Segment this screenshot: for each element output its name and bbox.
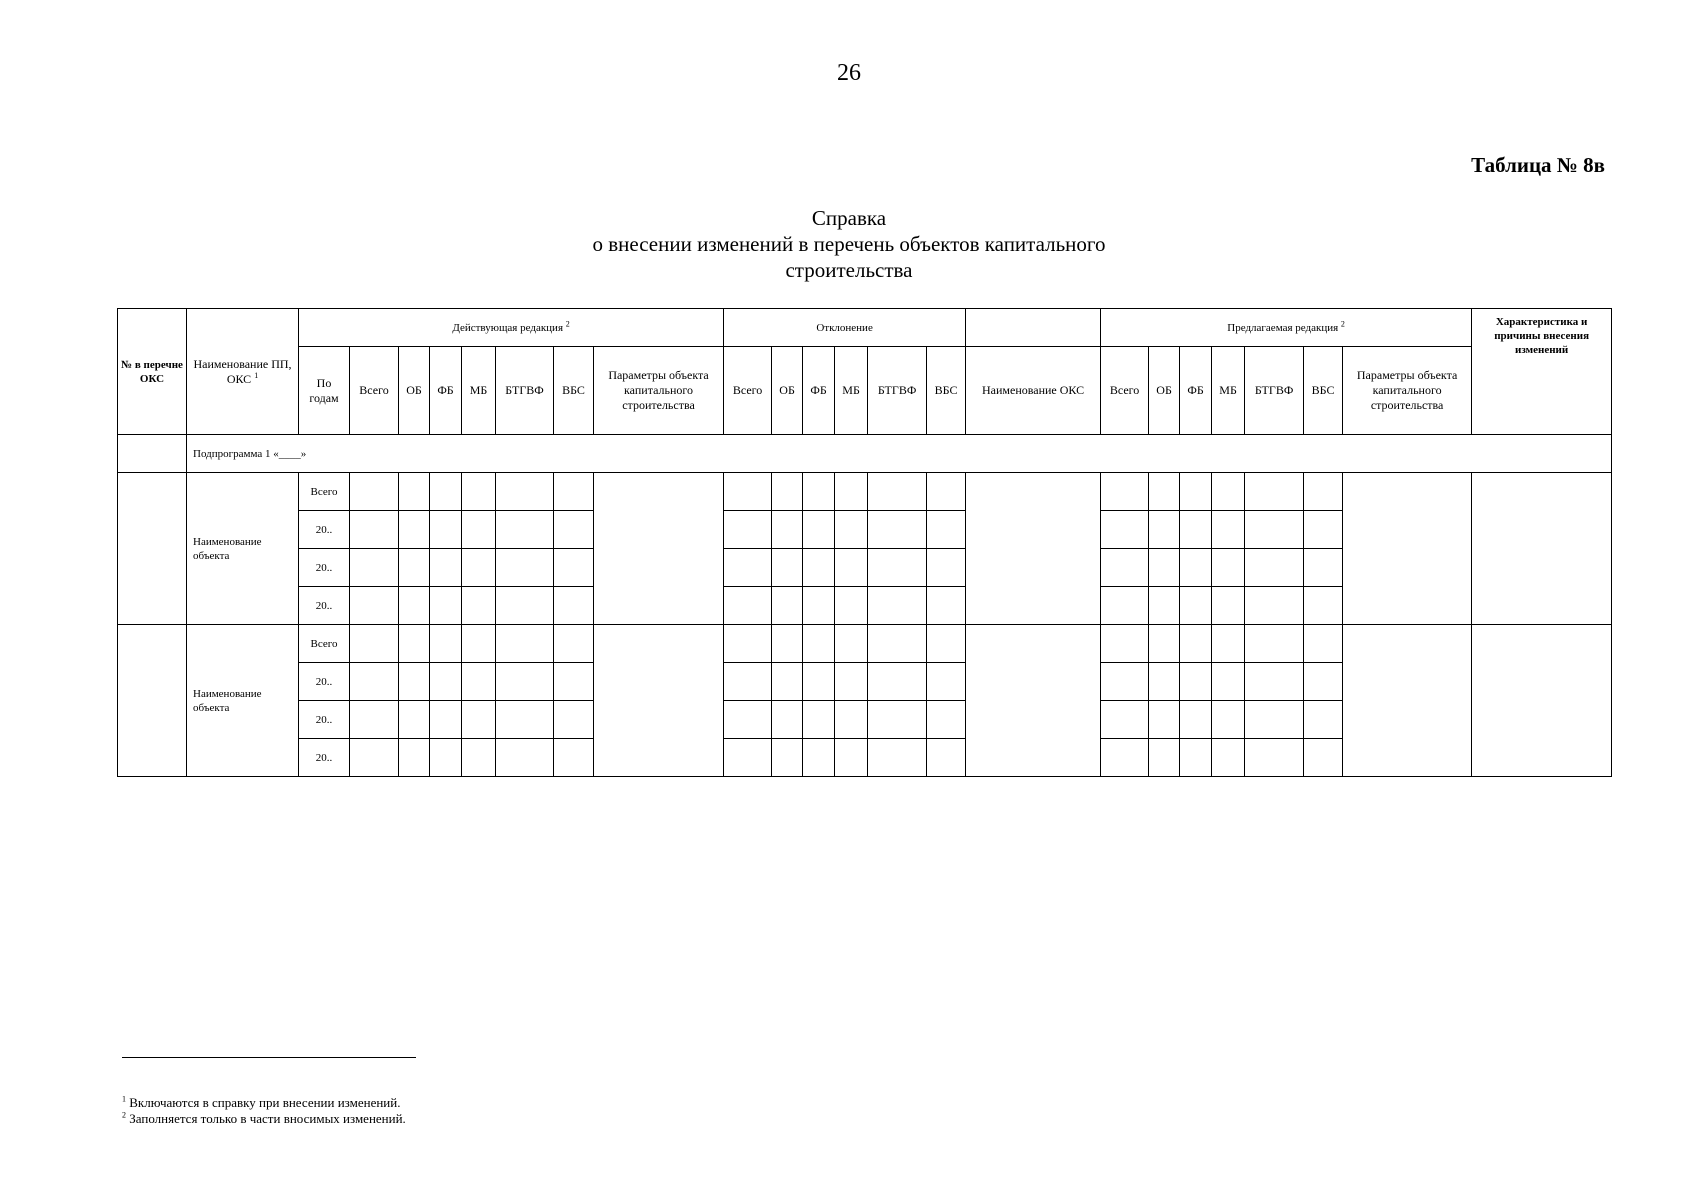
current-params-cell <box>594 625 724 777</box>
current-value-cell <box>496 473 554 511</box>
deviation-value-cell <box>803 549 835 587</box>
current-value-cell <box>350 587 399 625</box>
current-value-cell <box>350 625 399 663</box>
proposed-params-cell <box>1343 473 1472 625</box>
current-value-cell <box>496 549 554 587</box>
proposed-value-cell <box>1212 549 1245 587</box>
deviation-value-cell <box>803 473 835 511</box>
current-value-cell <box>350 473 399 511</box>
header-name-text: Наименование ПП, ОКС <box>193 356 292 386</box>
proposed-value-cell <box>1101 511 1149 549</box>
proposed-value-cell <box>1245 511 1304 549</box>
footnote-2 <box>122 1111 406 1127</box>
period-label: Всего <box>299 625 350 663</box>
proposed-name-cell <box>966 625 1101 777</box>
proposed-value-cell <box>1180 587 1212 625</box>
title-line-3: строительства <box>785 258 913 282</box>
group-deviation: Отклонение <box>724 309 966 347</box>
header-proposed-mb: МБ <box>1212 347 1245 435</box>
deviation-value-cell <box>927 625 966 663</box>
current-value-cell <box>462 473 496 511</box>
period-label: 20.. <box>299 549 350 587</box>
current-value-cell <box>430 625 462 663</box>
deviation-value-cell <box>724 625 772 663</box>
changes-table <box>117 308 1612 777</box>
proposed-value-cell <box>1101 663 1149 701</box>
group-proposed-text: Предлагаемая редакция <box>1227 321 1339 334</box>
deviation-value-cell <box>927 549 966 587</box>
deviation-value-cell <box>927 473 966 511</box>
proposed-value-cell <box>1212 511 1245 549</box>
current-value-cell <box>554 701 594 739</box>
deviation-value-cell <box>724 663 772 701</box>
deviation-value-cell <box>724 473 772 511</box>
proposed-value-cell <box>1304 587 1343 625</box>
deviation-value-cell <box>868 663 927 701</box>
table-row <box>118 625 1612 663</box>
current-value-cell <box>462 739 496 777</box>
proposed-value-cell <box>1149 701 1180 739</box>
deviation-value-cell <box>868 473 927 511</box>
group-proposed-edition <box>1101 309 1472 347</box>
header-proposed-total: Всего <box>1101 347 1149 435</box>
header-number: № в перечне ОКС <box>118 309 187 435</box>
deviation-value-cell <box>772 701 803 739</box>
proposed-value-cell <box>1245 701 1304 739</box>
current-value-cell <box>462 549 496 587</box>
proposed-value-cell <box>1304 549 1343 587</box>
current-value-cell <box>399 587 430 625</box>
header-deviation-mb: МБ <box>835 347 868 435</box>
deviation-value-cell <box>772 473 803 511</box>
deviation-value-cell <box>835 663 868 701</box>
current-value-cell <box>496 587 554 625</box>
proposed-value-cell <box>1212 701 1245 739</box>
proposed-value-cell <box>1245 663 1304 701</box>
current-value-cell <box>496 663 554 701</box>
deviation-value-cell <box>835 511 868 549</box>
proposed-value-cell <box>1149 587 1180 625</box>
characteristics-cell <box>1472 625 1612 777</box>
header-current-mb: МБ <box>462 347 496 435</box>
deviation-value-cell <box>772 511 803 549</box>
proposed-value-cell <box>1304 739 1343 777</box>
header-proposed-name: Наименование ОКС <box>966 347 1101 435</box>
table-row <box>118 473 1612 511</box>
current-value-cell <box>496 625 554 663</box>
deviation-value-cell <box>724 701 772 739</box>
header-blank-cell <box>966 309 1101 347</box>
deviation-value-cell <box>803 701 835 739</box>
current-value-cell <box>350 701 399 739</box>
current-value-cell <box>399 701 430 739</box>
deviation-value-cell <box>724 587 772 625</box>
current-value-cell <box>399 739 430 777</box>
current-value-cell <box>496 511 554 549</box>
deviation-value-cell <box>927 511 966 549</box>
characteristics-cell <box>1472 473 1612 625</box>
deviation-value-cell <box>868 739 927 777</box>
table-label: Таблица № 8в <box>1471 153 1605 177</box>
deviation-value-cell <box>724 511 772 549</box>
deviation-value-cell <box>927 739 966 777</box>
current-value-cell <box>554 549 594 587</box>
object-number-cell <box>118 625 187 777</box>
deviation-value-cell <box>803 625 835 663</box>
header-deviation-vbs: ВБС <box>927 347 966 435</box>
proposed-value-cell <box>1304 701 1343 739</box>
current-value-cell <box>554 663 594 701</box>
header-proposed-btgvf: БТГВФ <box>1245 347 1304 435</box>
proposed-value-cell <box>1304 511 1343 549</box>
current-value-cell <box>462 625 496 663</box>
header-current-params: Параметры объекта капитального строительства <box>594 347 724 435</box>
header-current-fb: ФБ <box>430 347 462 435</box>
proposed-value-cell <box>1245 473 1304 511</box>
header-deviation-ob: ОБ <box>772 347 803 435</box>
proposed-value-cell <box>1180 701 1212 739</box>
deviation-value-cell <box>927 663 966 701</box>
current-value-cell <box>554 625 594 663</box>
proposed-params-cell <box>1343 625 1472 777</box>
current-value-cell <box>554 739 594 777</box>
header-name <box>187 309 299 435</box>
proposed-value-cell <box>1101 701 1149 739</box>
deviation-value-cell <box>868 587 927 625</box>
header-proposed-params: Параметры объекта капитального строительства <box>1343 347 1472 435</box>
deviation-value-cell <box>927 587 966 625</box>
proposed-value-cell <box>1180 473 1212 511</box>
page-number: 26 <box>837 60 861 86</box>
object-number-cell <box>118 473 187 625</box>
proposed-value-cell <box>1304 663 1343 701</box>
deviation-value-cell <box>772 549 803 587</box>
deviation-value-cell <box>835 549 868 587</box>
current-value-cell <box>430 511 462 549</box>
proposed-value-cell <box>1212 587 1245 625</box>
current-value-cell <box>554 511 594 549</box>
period-label: 20.. <box>299 587 350 625</box>
current-value-cell <box>462 701 496 739</box>
current-params-cell <box>594 473 724 625</box>
current-value-cell <box>462 663 496 701</box>
current-value-cell <box>430 663 462 701</box>
deviation-value-cell <box>724 549 772 587</box>
object-name: Наименование объекта <box>187 625 299 777</box>
footnote-separator <box>122 1057 416 1058</box>
current-value-cell <box>430 549 462 587</box>
current-value-cell <box>496 701 554 739</box>
current-value-cell <box>399 663 430 701</box>
deviation-value-cell <box>803 739 835 777</box>
deviation-value-cell <box>835 473 868 511</box>
current-value-cell <box>554 473 594 511</box>
current-value-cell <box>350 511 399 549</box>
proposed-value-cell <box>1180 663 1212 701</box>
current-value-cell <box>430 473 462 511</box>
deviation-value-cell <box>772 587 803 625</box>
proposed-value-cell <box>1101 549 1149 587</box>
proposed-value-cell <box>1101 625 1149 663</box>
period-label: 20.. <box>299 739 350 777</box>
proposed-value-cell <box>1304 625 1343 663</box>
proposed-value-cell <box>1101 587 1149 625</box>
group-current-edition <box>299 309 724 347</box>
proposed-value-cell <box>1149 663 1180 701</box>
footnotes <box>122 1095 406 1127</box>
proposed-value-cell <box>1149 511 1180 549</box>
current-value-cell <box>350 549 399 587</box>
period-label: 20.. <box>299 511 350 549</box>
deviation-value-cell <box>803 511 835 549</box>
deviation-value-cell <box>772 625 803 663</box>
deviation-value-cell <box>835 625 868 663</box>
footnote-mark-1: 1 <box>122 1094 126 1104</box>
current-value-cell <box>430 587 462 625</box>
header-current-ob: ОБ <box>399 347 430 435</box>
proposed-value-cell <box>1149 625 1180 663</box>
proposed-value-cell <box>1245 587 1304 625</box>
current-value-cell <box>430 739 462 777</box>
header-characteristics: Характеристика и причины внесения изменений <box>1472 309 1612 435</box>
header-deviation-btgvf: БТГВФ <box>868 347 927 435</box>
footnote-mark-2: 2 <box>122 1110 126 1120</box>
current-value-cell <box>350 663 399 701</box>
proposed-value-cell <box>1212 625 1245 663</box>
period-label: 20.. <box>299 663 350 701</box>
document-title <box>0 205 1698 283</box>
proposed-value-cell <box>1245 625 1304 663</box>
footnote-ref-2: 2 <box>565 318 570 328</box>
proposed-value-cell <box>1212 473 1245 511</box>
deviation-value-cell <box>868 511 927 549</box>
object-name: Наименование объекта <box>187 473 299 625</box>
footnote-1 <box>122 1095 406 1111</box>
footnote-text-2: Заполняется только в части вносимых изменений. <box>129 1111 406 1126</box>
current-value-cell <box>554 587 594 625</box>
period-label: 20.. <box>299 701 350 739</box>
current-value-cell <box>399 473 430 511</box>
title-line-1: Справка <box>811 206 887 230</box>
current-value-cell <box>430 701 462 739</box>
deviation-value-cell <box>835 587 868 625</box>
deviation-value-cell <box>927 701 966 739</box>
current-value-cell <box>399 625 430 663</box>
proposed-value-cell <box>1245 739 1304 777</box>
proposed-name-cell <box>966 473 1101 625</box>
deviation-value-cell <box>868 701 927 739</box>
proposed-value-cell <box>1180 739 1212 777</box>
deviation-value-cell <box>803 587 835 625</box>
current-value-cell <box>399 511 430 549</box>
footnote-ref-2b: 2 <box>1340 318 1345 328</box>
subprogram-row: Подпрограмма 1 «____» <box>187 435 1612 473</box>
title-line-2: о внесении изменений в перечень объектов капитального <box>592 232 1106 256</box>
proposed-value-cell <box>1180 625 1212 663</box>
group-current-text: Действующая редакция <box>452 321 563 334</box>
proposed-value-cell <box>1245 549 1304 587</box>
deviation-value-cell <box>772 663 803 701</box>
current-value-cell <box>496 739 554 777</box>
subprogram-number-cell <box>118 435 187 473</box>
deviation-value-cell <box>868 625 927 663</box>
header-deviation-fb: ФБ <box>803 347 835 435</box>
deviation-value-cell <box>868 549 927 587</box>
proposed-value-cell <box>1180 511 1212 549</box>
header-proposed-ob: ОБ <box>1149 347 1180 435</box>
proposed-value-cell <box>1212 663 1245 701</box>
deviation-value-cell <box>772 739 803 777</box>
table-body <box>118 473 1612 777</box>
header-by-years: По годам <box>299 347 350 435</box>
footnote-ref-1: 1 <box>254 370 259 380</box>
deviation-value-cell <box>835 739 868 777</box>
proposed-value-cell <box>1101 739 1149 777</box>
current-value-cell <box>462 587 496 625</box>
footnote-text-1: Включаются в справку при внесении изменений. <box>129 1095 401 1110</box>
deviation-value-cell <box>724 739 772 777</box>
proposed-value-cell <box>1180 549 1212 587</box>
header-current-btgvf: БТГВФ <box>496 347 554 435</box>
header-current-total: Всего <box>350 347 399 435</box>
header-proposed-fb: ФБ <box>1180 347 1212 435</box>
header-deviation-total: Всего <box>724 347 772 435</box>
current-value-cell <box>350 739 399 777</box>
deviation-value-cell <box>835 701 868 739</box>
proposed-value-cell <box>1212 739 1245 777</box>
period-label: Всего <box>299 473 350 511</box>
proposed-value-cell <box>1304 473 1343 511</box>
current-value-cell <box>399 549 430 587</box>
proposed-value-cell <box>1101 473 1149 511</box>
header-proposed-vbs: ВБС <box>1304 347 1343 435</box>
current-value-cell <box>462 511 496 549</box>
proposed-value-cell <box>1149 473 1180 511</box>
table-header <box>118 309 1612 473</box>
proposed-value-cell <box>1149 739 1180 777</box>
proposed-value-cell <box>1149 549 1180 587</box>
deviation-value-cell <box>803 663 835 701</box>
header-current-vbs: ВБС <box>554 347 594 435</box>
